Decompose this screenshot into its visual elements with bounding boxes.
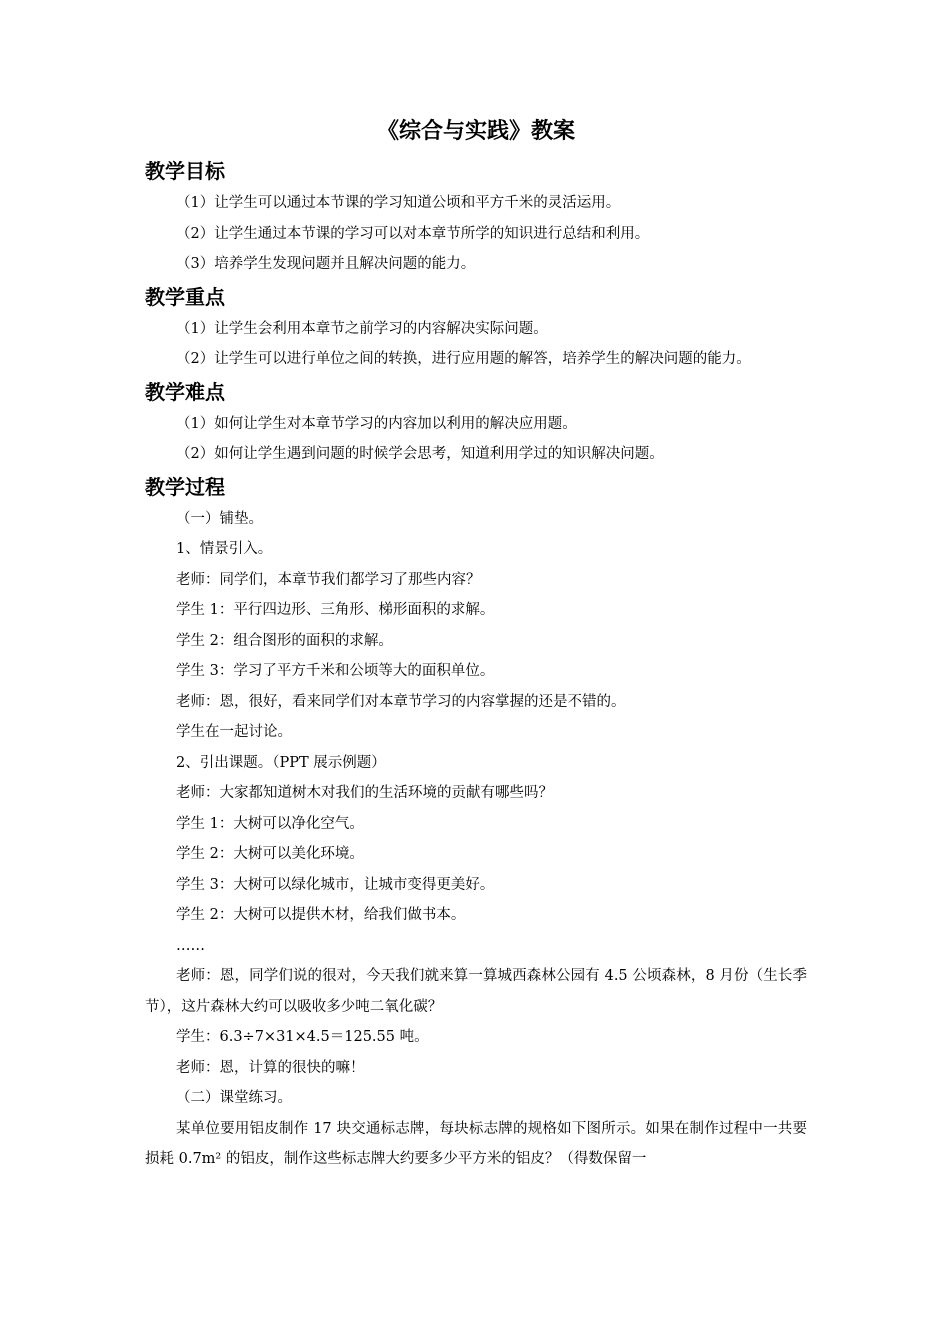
paragraph: 老师：恩，很好，看来同学们对本章节学习的内容掌握的还是不错的。 <box>176 693 626 710</box>
paragraph: 学生 2：大树可以提供木材，给我们做书本。 <box>176 907 466 923</box>
paragraph: 学生 2：组合图形的面积的求解。 <box>176 632 393 649</box>
paragraph: 老师：同学们，本章节我们都学习了那些内容？ <box>176 571 481 588</box>
section-teaching-objectives <box>145 154 807 280</box>
paragraph: 学生 1：平行四边形、三角形、梯形面积的求解。 <box>176 602 495 618</box>
paragraph: 学生 1：大树可以净化空气。 <box>176 815 364 832</box>
paragraph: 2、引出课题。（PPT 展示例题） <box>176 754 386 771</box>
paragraph: 学生 2：大树可以美化环境。 <box>176 846 364 862</box>
section-key-points <box>145 280 807 375</box>
section-heading: 教学过程 <box>145 474 225 499</box>
paragraph: （3）培养学生发现问题并且解决问题的能力。 <box>176 256 476 272</box>
section-heading: 教学难点 <box>145 379 225 404</box>
paragraph: 学生 3：大树可以绿化城市，让城市变得更美好。 <box>176 876 495 893</box>
paragraph: （1）让学生可以通过本节课的学习知道公顷和平方千米的灵活运用。 <box>176 195 621 211</box>
paragraph: 老师：恩，同学们说的很对，今天我们就来算一算城西森林公园有 4.5 公顷森林，8 月份（生长季节），这片森林大约可以吸收多少吨二氧化碳？ <box>145 968 807 1015</box>
paragraph: （一）铺垫。 <box>176 510 263 527</box>
paragraph: （2）让学生通过本节课的学习可以对本章节所学的知识进行总结和利用。 <box>176 225 650 242</box>
paragraph: 学生在一起讨论。 <box>176 724 292 740</box>
paragraph: 学生：6.3÷7×31×4.5＝125.55 吨。 <box>176 1029 429 1045</box>
section-teaching-process <box>145 470 807 1175</box>
paragraph: 1、情景引入。 <box>176 541 273 557</box>
section-heading: 教学目标 <box>145 159 225 183</box>
paragraph: （2）让学生可以进行单位之间的转换，进行应用题的解答，培养学生的解决问题的能力。 <box>176 351 751 367</box>
document-title: 《综合与实践》教案 <box>376 119 575 144</box>
section-difficulties <box>145 375 807 470</box>
paragraph: （1）如何让学生对本章节学习的内容加以利用的解决应用题。 <box>176 415 577 432</box>
paragraph: 学生 3：学习了平方千米和公顷等大的面积单位。 <box>176 663 495 679</box>
document-page <box>145 112 807 1175</box>
paragraph: 老师：大家都知道树木对我们的生活环境的贡献有哪些吗？ <box>176 785 553 801</box>
paragraph: （二）课堂练习。 <box>176 1090 292 1106</box>
paragraph: （1）让学生会利用本章节之前学习的内容解决实际问题。 <box>176 320 548 337</box>
paragraph: …… <box>176 937 205 954</box>
paragraph: 老师：恩，计算的很快的嘛！ <box>176 1059 365 1076</box>
paragraph: 某单位要用铝皮制作 17 块交通标志牌，每块标志牌的规格如下图所示。如果在制作过程中一共要损耗 0.7m² 的铝皮，制作这些标志牌大约要多少平方米的铝皮？（得数保留一 <box>145 1120 807 1167</box>
section-heading: 教学重点 <box>145 284 225 309</box>
paragraph: （2）如何让学生遇到问题的时候学会思考，知道利用学过的知识解决问题。 <box>176 446 664 462</box>
